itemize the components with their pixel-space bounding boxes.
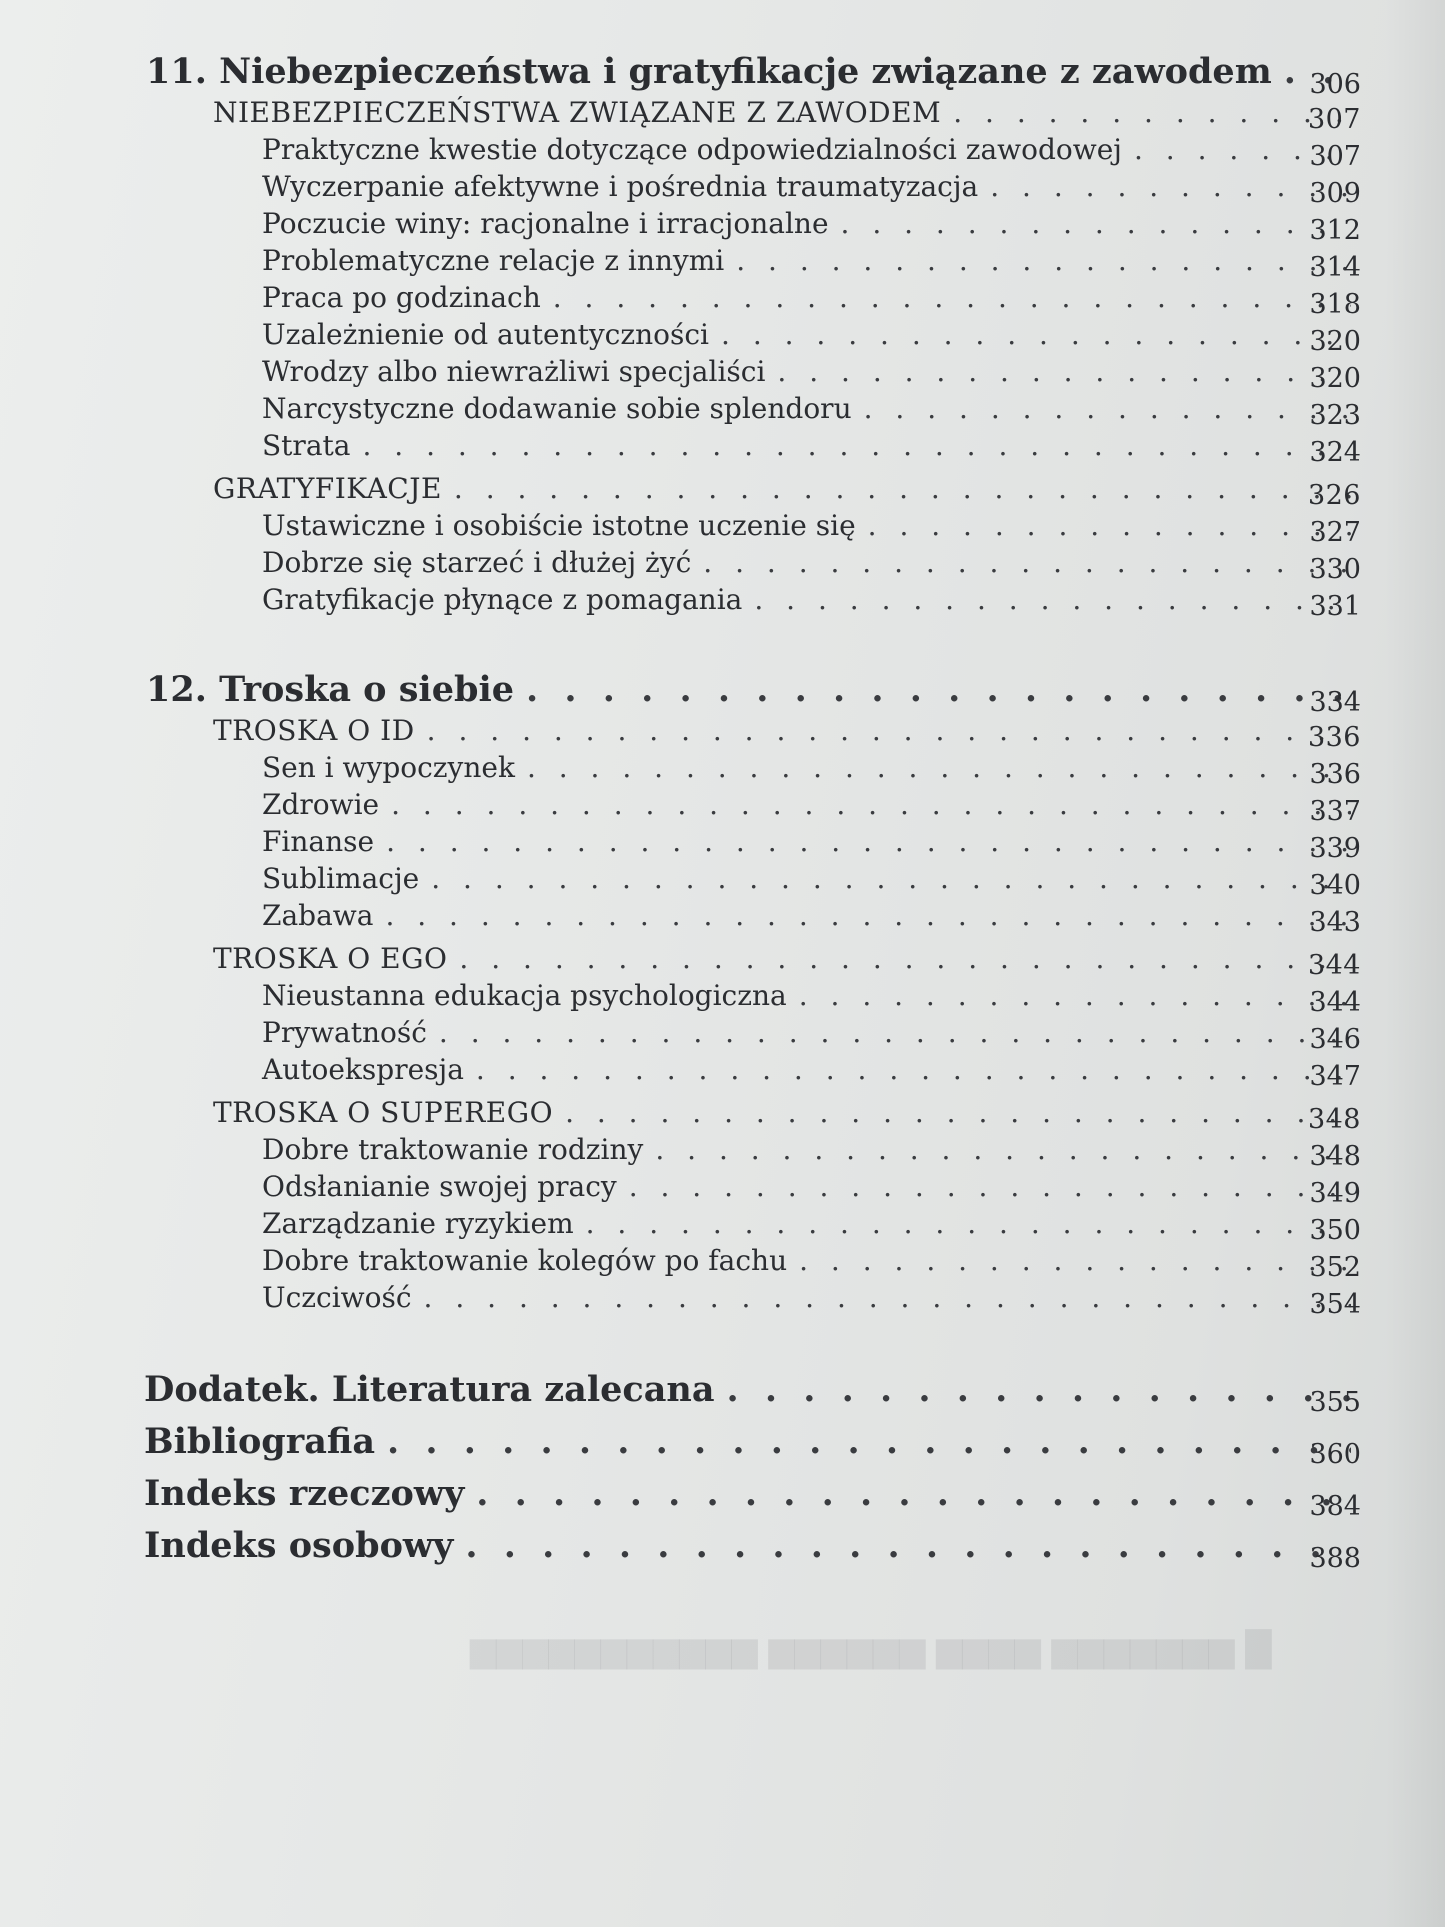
item-title: Problematyczne relacje z innymi — [262, 244, 725, 277]
page-number: 344 — [1309, 987, 1361, 1018]
page-number: 320 — [1309, 363, 1361, 394]
page-number: 306 — [1309, 69, 1361, 100]
item-title: Zdrowie — [262, 788, 380, 821]
toc-section — [0, 468, 1445, 511]
leader-dots — [386, 825, 1351, 858]
toc-item — [0, 240, 1445, 283]
leader-dots — [777, 355, 1351, 388]
page-number: 354 — [1309, 1289, 1361, 1320]
toc-item — [0, 542, 1445, 585]
page-number: 336 — [1309, 759, 1361, 790]
leader-dots — [655, 1133, 1351, 1166]
section-title: TROSKA O ID — [213, 714, 415, 747]
section-title: TROSKA O SUPEREGO — [213, 1096, 554, 1129]
page-number: 309 — [1309, 178, 1361, 209]
leader-dots — [703, 546, 1351, 579]
page-number: 334 — [1309, 687, 1361, 718]
page-number: 336 — [1307, 722, 1361, 753]
leader-dots — [459, 942, 1351, 975]
toc-chapter-12 — [0, 654, 1445, 718]
item-title: Wrodzy albo niewrażliwi specjaliści — [262, 355, 766, 388]
leader-dots — [799, 979, 1351, 1012]
leader-dots — [754, 583, 1351, 616]
leader-dots — [629, 1170, 1351, 1203]
item-title: Zabawa — [262, 899, 374, 932]
item-title: Poczucie winy: racjonalne i irracjonalne — [262, 207, 829, 240]
appendix-title: Bibliografia — [144, 1421, 376, 1462]
page-number: 344 — [1307, 950, 1361, 981]
item-title: Dobre traktowanie rodziny — [262, 1133, 644, 1166]
leader-dots — [864, 392, 1351, 425]
item-title: Dobre traktowanie kolegów po fachu — [262, 1244, 788, 1277]
item-title: Dobrze się starzeć i dłużej żyć — [262, 546, 692, 579]
leader-dots — [391, 788, 1351, 821]
page-number: 320 — [1309, 326, 1361, 357]
leader-dots — [953, 96, 1351, 129]
toc-item — [0, 388, 1445, 431]
toc-item — [0, 129, 1445, 172]
item-title: Zarządzanie ryzykiem — [262, 1207, 574, 1240]
page-number: 346 — [1309, 1024, 1361, 1055]
item-title: Prywatność — [262, 1016, 427, 1049]
toc-item — [0, 1049, 1445, 1092]
toc-item — [0, 747, 1445, 790]
leader-dots — [721, 318, 1351, 351]
toc-bibliography — [0, 1410, 1445, 1470]
toc-item — [0, 505, 1445, 548]
page-number: 314 — [1309, 252, 1361, 283]
item-title: Autoekspresja — [262, 1053, 464, 1086]
toc-item — [0, 895, 1445, 938]
page-number: 352 — [1309, 1252, 1361, 1283]
appendix-title: Dodatek. Literatura zalecana — [144, 1369, 715, 1410]
leader-dots — [439, 1016, 1351, 1049]
toc-item — [0, 784, 1445, 827]
toc-item — [0, 821, 1445, 864]
chapter-title: 12. Troska o siebie — [146, 669, 515, 710]
section-title: TROSKA O EGO — [213, 942, 448, 975]
toc-item — [0, 203, 1445, 246]
leader-dots — [476, 1053, 1351, 1086]
leader-dots — [431, 862, 1351, 895]
toc-section — [0, 710, 1445, 753]
spacer — [0, 1314, 1445, 1358]
leader-dots — [427, 714, 1351, 747]
page-number: 340 — [1309, 870, 1361, 901]
leader-dots — [799, 1244, 1351, 1277]
leader-dots — [476, 1473, 1351, 1514]
item-title: Finanse — [262, 825, 375, 858]
leader-dots — [841, 207, 1351, 240]
leader-dots — [424, 1281, 1351, 1314]
leader-dots — [868, 509, 1351, 542]
leader-dots — [565, 1096, 1351, 1129]
page-number: 348 — [1309, 1141, 1361, 1172]
toc-chapter-11 — [0, 36, 1445, 100]
page-number: 307 — [1307, 104, 1361, 135]
item-title: Sublimacje — [262, 862, 420, 895]
toc-appendix — [0, 1358, 1445, 1418]
toc-item — [0, 1129, 1445, 1172]
item-title: Uzależnienie od autentyczności — [262, 318, 710, 351]
toc-section — [0, 938, 1445, 981]
page-number: 339 — [1309, 833, 1361, 864]
page-number: 337 — [1309, 796, 1361, 827]
page-number: 349 — [1309, 1178, 1361, 1209]
page-number: 343 — [1309, 907, 1361, 938]
item-title: Ustawiczne i osobiście istotne uczenie się — [262, 509, 856, 542]
toc-item — [0, 975, 1445, 1018]
toc-item — [0, 277, 1445, 320]
item-title: Praca po godzinach — [262, 281, 541, 314]
toc-item — [0, 1203, 1445, 1246]
toc-section — [0, 1092, 1445, 1135]
leader-dots — [586, 1207, 1351, 1240]
toc-section — [0, 92, 1445, 135]
leader-dots — [553, 281, 1351, 314]
page-number: 318 — [1309, 289, 1361, 320]
leader-dots — [526, 669, 1351, 710]
page-number: 384 — [1309, 1491, 1361, 1522]
leader-dots — [465, 1525, 1351, 1566]
page-number: 360 — [1309, 1439, 1361, 1470]
page-number: 388 — [1309, 1543, 1361, 1574]
chapter-title: 11. Niebezpieczeństwa i gratyfikacje związane z zawodem — [146, 51, 1272, 92]
toc-item — [0, 166, 1445, 209]
table-of-contents — [0, 36, 1445, 1574]
section-title: NIEBEZPIECZEŃSTWA ZWIĄZANE Z ZAWODEM — [213, 96, 942, 129]
bleed-through-text: █ ▆▆▆▆▆▆▆ ▆▆▆▆ ▆▆▆▆▆▆ ▆▆▆▆▆▆▆▆▆▆▆ — [470, 1630, 1272, 1670]
item-title: Wyczerpanie afektywne i pośrednia traumatyzacja — [262, 170, 979, 203]
page-number: 323 — [1309, 400, 1361, 431]
page-number: 307 — [1309, 141, 1361, 172]
page-number: 324 — [1309, 437, 1361, 468]
leader-dots — [527, 751, 1351, 784]
item-title: Odsłanianie swojej pracy — [262, 1170, 617, 1203]
toc-name-index — [0, 1514, 1445, 1574]
leader-dots — [727, 1369, 1351, 1410]
toc-item — [0, 351, 1445, 394]
toc-item — [0, 425, 1445, 468]
page-number: 326 — [1307, 480, 1361, 511]
item-title: Sen i wypoczynek — [262, 751, 515, 784]
page-number: 331 — [1309, 591, 1361, 622]
item-title: Uczciwość — [262, 1281, 412, 1314]
item-title: Gratyfikacje płynące z pomagania — [262, 583, 743, 616]
page-number: 327 — [1309, 517, 1361, 548]
leader-dots — [385, 899, 1351, 932]
toc-item — [0, 858, 1445, 901]
item-title: Nieustanna edukacja psychologiczna — [262, 979, 787, 1012]
page-number: 312 — [1309, 215, 1361, 246]
section-title: GRATYFIKACJE — [213, 472, 442, 505]
page-number: 355 — [1309, 1387, 1361, 1418]
toc-item — [0, 1166, 1445, 1209]
page-number: 350 — [1309, 1215, 1361, 1246]
appendix-title: Indeks rzeczowy — [144, 1473, 465, 1514]
toc-item — [0, 314, 1445, 357]
toc-item — [0, 1012, 1445, 1055]
toc-subject-index — [0, 1462, 1445, 1522]
toc-item — [0, 1240, 1445, 1283]
spacer — [0, 616, 1445, 654]
item-title: Praktyczne kwestie dotyczące odpowiedzialności zawodowej — [262, 133, 1122, 166]
leader-dots — [990, 170, 1351, 203]
toc-item — [0, 579, 1445, 622]
leader-dots — [736, 244, 1351, 277]
leader-dots — [362, 429, 1351, 462]
toc-item — [0, 1277, 1445, 1320]
leader-dots — [387, 1421, 1351, 1462]
item-title: Narcystyczne dodawanie sobie splendoru — [262, 392, 852, 425]
page-number: 348 — [1307, 1104, 1361, 1135]
leader-dots — [454, 472, 1351, 505]
page-number: 330 — [1309, 554, 1361, 585]
page-number: 347 — [1309, 1061, 1361, 1092]
appendix-title: Indeks osobowy — [144, 1525, 454, 1566]
item-title: Strata — [262, 429, 351, 462]
